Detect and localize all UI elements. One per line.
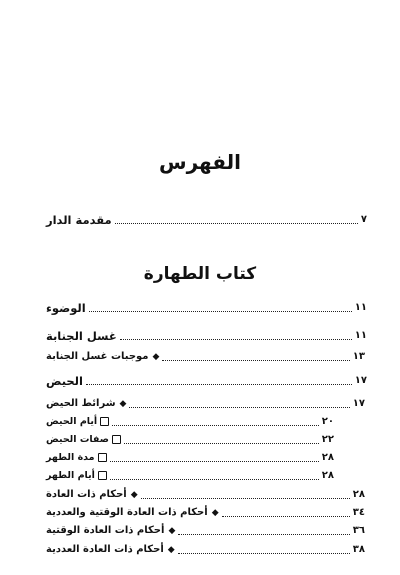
toc-entry-intro[interactable] (46, 211, 367, 227)
dot-leader (89, 311, 352, 312)
toc-subentry[interactable] (46, 541, 365, 557)
dot-leader (129, 407, 349, 408)
dot-leader (110, 461, 319, 462)
dot-leader (86, 384, 352, 385)
toc-subsubentry[interactable] (46, 449, 334, 465)
diamond-bullet-icon: ◆ (119, 399, 127, 409)
checkbox-bullet-icon (100, 417, 109, 426)
toc-entry[interactable] (46, 372, 367, 388)
toc-entry-label: غسل الجنابة (46, 329, 117, 343)
toc-entry-page: ٣٨ (352, 544, 365, 555)
dot-leader (112, 425, 319, 426)
toc-subentry[interactable] (46, 348, 365, 364)
toc-entry-label: مدة الطهر (46, 452, 95, 463)
toc-entry-label: شرائط الحيض (46, 398, 116, 409)
toc-entry-label: موجبات غسل الجنابة (46, 351, 149, 362)
toc-subsubentry[interactable] (46, 431, 334, 447)
toc-entry-page: ٢٨ (352, 489, 365, 500)
toc-entry-label: أيام الحيض (46, 416, 98, 427)
toc-entry-page: ١١ (354, 302, 367, 313)
diamond-bullet-icon: ◆ (152, 352, 160, 362)
toc-subentry[interactable] (46, 522, 365, 538)
toc-entry-page: ٢٢ (321, 434, 334, 445)
toc-entry-page: ٢٠ (321, 416, 334, 427)
toc-entry-label: مقدمة الدار (46, 213, 112, 227)
dot-leader (178, 553, 350, 554)
toc-entry[interactable] (46, 327, 367, 343)
diamond-bullet-icon: ◆ (130, 490, 138, 500)
checkbox-bullet-icon (98, 453, 107, 462)
toc-entry-label: الوضوء (46, 301, 86, 315)
toc-entry-label: أحكام ذات العادة (46, 489, 127, 500)
checkbox-bullet-icon (98, 471, 107, 480)
dot-leader (115, 223, 358, 224)
index-title: الفهرس (158, 150, 241, 174)
toc-subentry[interactable] (46, 504, 365, 520)
toc-subsubentry[interactable] (46, 413, 334, 429)
dot-leader (162, 360, 349, 361)
toc-entry-page: ١٣ (352, 351, 365, 362)
toc-subsubentry[interactable] (46, 467, 334, 483)
toc-entry-page: ٣٤ (352, 507, 365, 518)
toc-entry-page: ١٧ (354, 375, 367, 386)
toc-subentry[interactable] (46, 395, 365, 411)
toc-entry-label: أحكام ذات العادة العددية (46, 544, 164, 555)
toc-entry-page: ٢٨ (321, 452, 334, 463)
toc-entry-page: ١١ (354, 330, 367, 341)
dot-leader (178, 534, 349, 535)
toc-entry-label: أحكام ذات العادة الوقتية (46, 525, 165, 536)
toc-entry-page: ١٧ (352, 398, 365, 409)
checkbox-bullet-icon (112, 435, 121, 444)
toc-entry-page: ٢٨ (321, 470, 334, 481)
toc-entry[interactable] (46, 299, 367, 315)
toc-entry-page: ٧ (360, 214, 367, 225)
toc-entry-label: أيام الطهر (46, 470, 95, 481)
dot-leader (110, 479, 319, 480)
toc-subentry[interactable] (46, 486, 365, 502)
diamond-bullet-icon: ◆ (211, 508, 219, 518)
dot-leader (120, 339, 352, 340)
dot-leader (141, 498, 350, 499)
diamond-bullet-icon: ◆ (167, 545, 175, 555)
dot-leader (222, 516, 350, 517)
diamond-bullet-icon: ◆ (168, 526, 176, 536)
toc-entry-label: صفات الحيض (46, 434, 109, 445)
toc-entry-page: ٣٦ (352, 525, 365, 536)
toc-entry-label: الحيض (46, 374, 83, 388)
toc-entry-label: أحكام ذات العادة الوقتية والعددية (46, 507, 208, 518)
dot-leader (124, 443, 319, 444)
book-title: كتاب الطهارة (143, 264, 257, 284)
